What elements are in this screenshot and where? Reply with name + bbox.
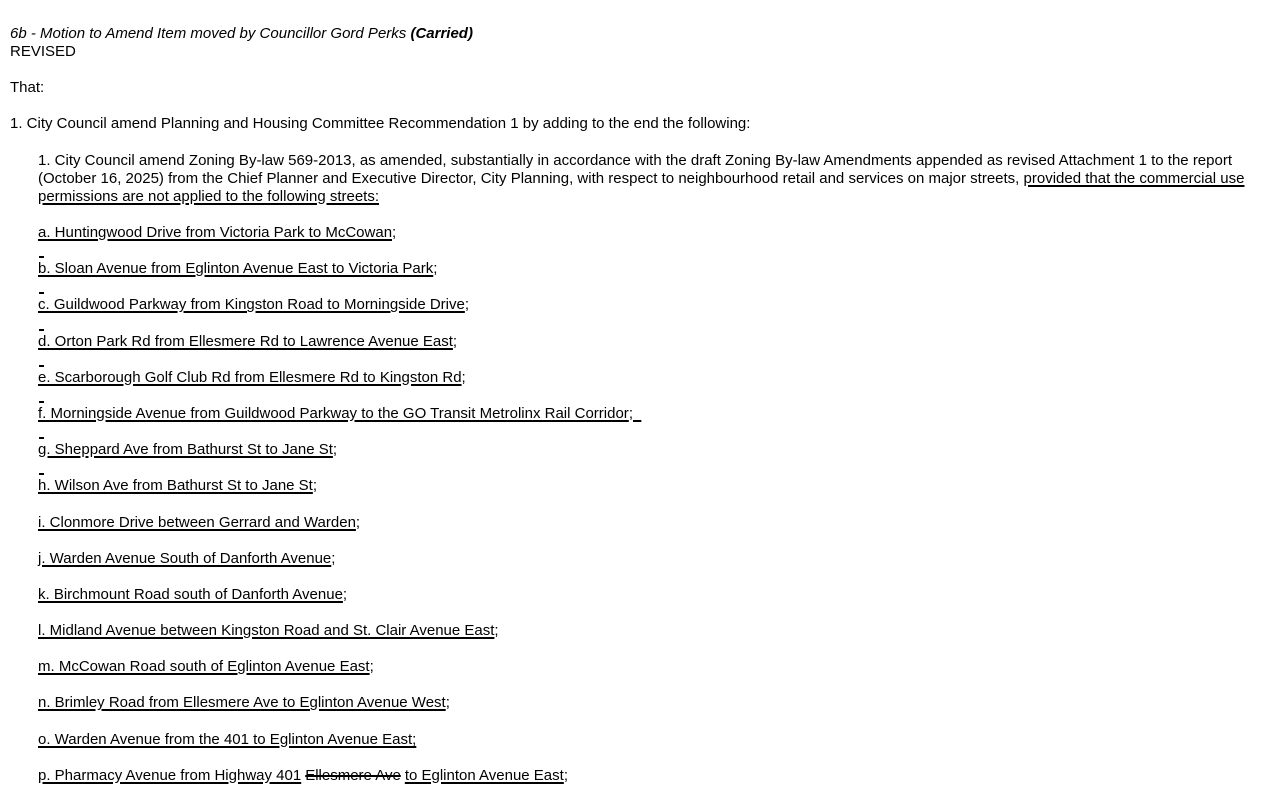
street-text: k. Birchmount Road south of Danforth Avenue <box>38 585 343 603</box>
street-list-item-k <box>38 586 1250 604</box>
street-suffix: ; <box>331 549 336 567</box>
street-text: g. Sheppard Ave from Bathurst St to Jane St <box>38 441 333 459</box>
trailing-underlined-space <box>633 405 641 422</box>
street-list-item-d <box>38 333 1250 351</box>
street-text: o. Warden Avenue from the 401 to Eglinton Avenue East; <box>38 730 417 748</box>
street-list-item-i <box>38 514 1250 532</box>
street-list-item-n <box>38 694 1250 712</box>
preamble: That: <box>10 79 45 97</box>
street-suffix: ; <box>464 296 470 314</box>
street-list-item-b <box>38 260 1250 278</box>
street-text-after-deletion: to Eglinton Avenue East <box>404 766 564 784</box>
street-text: l. Midland Avenue between Kingston Road and St. Clair Avenue East <box>38 622 495 640</box>
street-text: n. Brimley Road from Ellesmere Ave to Eglinton Avenue West <box>38 694 446 712</box>
street-text: e. Scarborough Golf Club Rd from Ellesmere Rd to Kingston Rd <box>38 368 462 386</box>
street-suffix: ; <box>445 694 450 712</box>
street-list-item-f <box>38 405 1250 423</box>
street-text: b. Sloan Avenue from Eglinton Avenue East to Victoria Park <box>38 260 434 278</box>
recommendation-intro: 1. City Council amend Planning and Housing Committee Recommendation 1 by adding to the end the following: <box>10 115 751 133</box>
street-suffix: ; <box>494 622 499 640</box>
amendment-text-plain: 1. City Council amend Zoning By-law 569-2013, as amended, substantially in accordance with the draft Zoning By-law Amendments appended as revised Attachment 1 to the report (October 16, 2025) from the Chief Planner and Executive Director, City Planning, with respect to neighbourhood retail and services on major streets, <box>38 151 1233 187</box>
inserted-space-mark <box>39 329 44 331</box>
street-suffix: ; <box>355 513 361 531</box>
revised-label: REVISED <box>10 43 76 61</box>
street-suffix: ; <box>563 766 568 784</box>
inserted-space-mark <box>39 365 44 367</box>
street-suffix: ; <box>461 368 466 386</box>
street-suffix: ; <box>342 585 348 603</box>
street-text: d. Orton Park Rd from Ellesmere Rd to Lawrence Avenue East <box>38 332 453 350</box>
street-list-item-m <box>38 658 1250 676</box>
street-suffix: ; <box>628 404 633 422</box>
deleted-text: Ellesmere Ave <box>305 766 401 784</box>
street-list-item-a <box>38 224 1250 242</box>
street-list-item-p <box>38 767 1250 785</box>
inserted-space-mark <box>39 437 44 439</box>
street-text: m. McCowan Road south of Eglinton Avenue East <box>38 658 370 676</box>
street-text-before-deletion: p. Pharmacy Avenue from Highway 401 <box>38 766 302 784</box>
street-list-item-c <box>38 296 1250 314</box>
amendment-text-inserted: provided that the commercial use permissions are not applied to the following streets: <box>38 169 1245 205</box>
motion-header <box>10 25 1250 61</box>
inserted-space-mark <box>39 292 44 294</box>
street-suffix: ; <box>433 260 438 278</box>
inserted-space-mark <box>39 256 44 258</box>
street-suffix: ; <box>369 658 374 676</box>
street-text: c. Guildwood Parkway from Kingston Road to Morningside Drive <box>38 296 465 314</box>
street-text: a. Huntingwood Drive from Victoria Park to McCowan <box>38 224 393 242</box>
street-text: j. Warden Avenue South of Danforth Avenue <box>38 549 332 567</box>
street-suffix: ; <box>452 332 458 350</box>
inserted-space-mark <box>39 473 44 475</box>
street-suffix: ; <box>312 477 318 495</box>
street-suffix: ; <box>332 441 338 459</box>
street-text: i. Clonmore Drive between Gerrard and Warden <box>38 513 356 531</box>
street-text: f. Morningside Avenue from Guildwood Parkway to the GO Transit Metrolinx Rail Corridor <box>38 404 629 422</box>
street-list <box>38 224 1250 785</box>
street-list-item-g <box>38 441 1250 459</box>
inserted-space-mark <box>39 401 44 403</box>
street-list-item-o <box>38 731 1250 749</box>
motion-title: 6b - Motion to Amend Item moved by Councillor Gord Perks <box>10 25 411 42</box>
street-text: h. Wilson Ave from Bathurst St to Jane St <box>38 477 313 495</box>
motion-status: (Carried) <box>410 25 473 42</box>
street-list-item-j <box>38 550 1250 568</box>
street-suffix: ; <box>392 224 397 242</box>
street-list-item-e <box>38 369 1250 387</box>
motion-title-line <box>10 25 473 42</box>
amendment-paragraph <box>38 152 1250 206</box>
street-list-item-l <box>38 622 1250 640</box>
street-list-item-h <box>38 477 1250 495</box>
